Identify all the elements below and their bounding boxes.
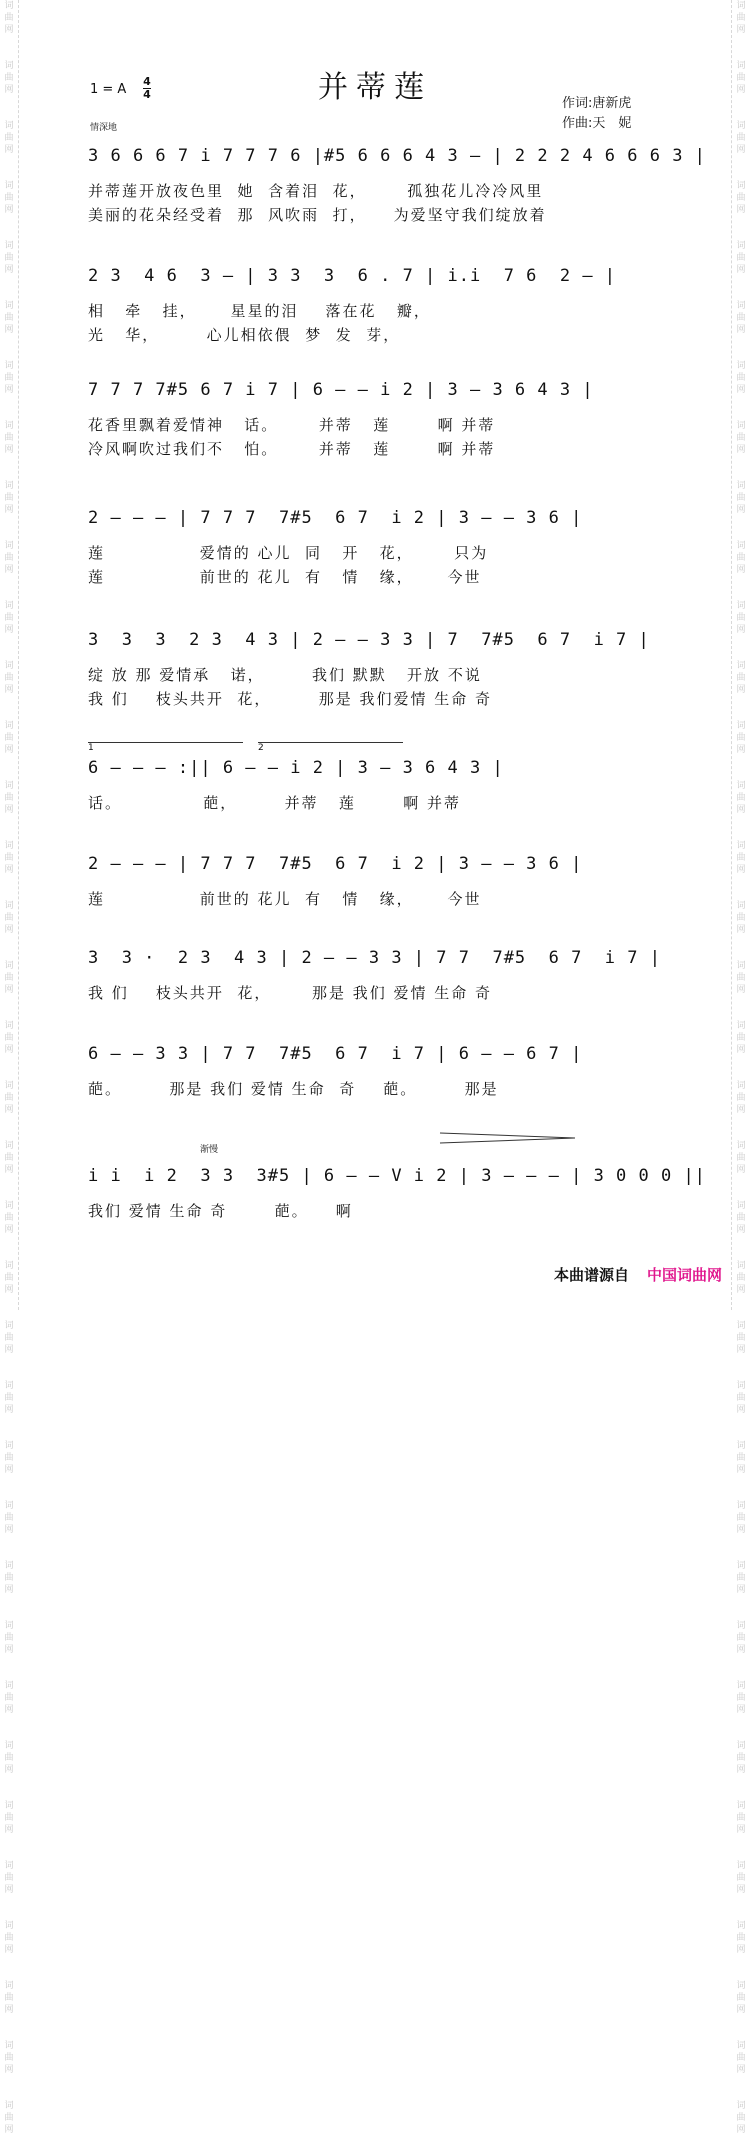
watermark-char: 网 — [4, 1045, 14, 1055]
watermark-char: 网 — [4, 1645, 14, 1655]
watermark-char: 词 — [736, 1081, 746, 1091]
watermark-char: 曲 — [4, 1933, 14, 1943]
watermark-char: 曲 — [736, 2053, 746, 2063]
watermark-char: 曲 — [4, 253, 14, 263]
watermark-char: 网 — [4, 985, 14, 995]
watermark-char: 网 — [736, 1885, 746, 1895]
watermark-char: 网 — [4, 265, 14, 275]
watermark-char: 网 — [736, 1645, 746, 1655]
watermark-char: 词 — [4, 1801, 14, 1811]
watermark-char: 曲 — [736, 1273, 746, 1283]
watermark-char: 网 — [736, 745, 746, 755]
lyric-verse-1: 绽 放 那 爱情承 诺， 我们 默默 开放 不说 — [88, 666, 482, 684]
watermark-char: 词 — [4, 1921, 14, 1931]
watermark-char: 网 — [4, 1765, 14, 1775]
watermark-char: 曲 — [736, 1633, 746, 1643]
watermark-char: 词 — [4, 1261, 14, 1271]
watermark-char: 词 — [736, 1201, 746, 1211]
watermark-char: 网 — [4, 685, 14, 695]
lyricist: 作词:唐新虎 — [562, 96, 632, 111]
key-signature: 1 = A — [90, 82, 127, 97]
lyric-verse-1: 莲 前世的 花儿 有 情 缘， 今世 — [88, 890, 482, 908]
watermark-char: 网 — [736, 2065, 746, 2075]
watermark-char: 词 — [4, 2101, 14, 2111]
watermark-char: 网 — [736, 1285, 746, 1295]
watermark-char: 网 — [4, 1585, 14, 1595]
watermark-char: 曲 — [736, 1693, 746, 1703]
watermark-char: 曲 — [4, 1513, 14, 1523]
watermark-char: 词 — [4, 1621, 14, 1631]
watermark-char: 词 — [4, 181, 14, 191]
watermark-char: 网 — [4, 1825, 14, 1835]
volta-first-ending — [88, 742, 243, 753]
watermark-char: 网 — [736, 145, 746, 155]
watermark-char: 网 — [736, 1045, 746, 1055]
site-brand-link[interactable]: 中国词曲网 — [646, 1266, 722, 1284]
watermark-char: 网 — [4, 1225, 14, 1235]
watermark-char: 网 — [736, 2125, 746, 2135]
watermark-char: 词 — [4, 421, 14, 431]
watermark-char: 网 — [4, 205, 14, 215]
watermark-char: 网 — [4, 805, 14, 815]
watermark-char: 词 — [4, 841, 14, 851]
watermark-char: 网 — [736, 925, 746, 935]
watermark-char: 曲 — [4, 553, 14, 563]
watermark-char: 曲 — [736, 253, 746, 263]
watermark-char: 网 — [736, 1405, 746, 1415]
volta-2-label: 2 — [258, 743, 264, 753]
watermark-char: 曲 — [736, 1093, 746, 1103]
watermark-char: 网 — [4, 1165, 14, 1175]
watermark-char: 曲 — [736, 973, 746, 983]
watermark-char: 曲 — [4, 313, 14, 323]
lyric-verse-1: 葩。 那是 我们 爱情 生命 奇 葩。 那是 — [88, 1080, 499, 1098]
watermark-char: 曲 — [736, 193, 746, 203]
watermark-char: 曲 — [736, 1453, 746, 1463]
watermark-char: 曲 — [4, 2113, 14, 2123]
watermark-char: 词 — [736, 2101, 746, 2111]
lyric-verse-1: 我 们 枝头共开 花， 那是 我们 爱情 生命 奇 — [88, 984, 493, 1002]
watermark-char: 词 — [4, 1, 14, 11]
watermark-left — [2, 0, 16, 2135]
score-header — [0, 0, 750, 135]
watermark-char: 词 — [736, 241, 746, 251]
watermark-char: 曲 — [736, 793, 746, 803]
watermark-char: 词 — [4, 1741, 14, 1751]
notes-line: 6 — — 3 3 | 7 7 7#5 6 7 i 7 | 6 — — 6 7 | — [88, 1044, 583, 1064]
watermark-char: 词 — [736, 61, 746, 71]
watermark-char: 曲 — [4, 1633, 14, 1643]
watermark-char: 曲 — [4, 1333, 14, 1343]
watermark-char: 曲 — [4, 1813, 14, 1823]
watermark-char: 词 — [736, 601, 746, 611]
watermark-char: 词 — [736, 421, 746, 431]
watermark-char: 词 — [4, 1681, 14, 1691]
watermark-char: 曲 — [4, 673, 14, 683]
watermark-char: 网 — [4, 1285, 14, 1295]
watermark-char: 词 — [736, 961, 746, 971]
watermark-char: 曲 — [4, 1693, 14, 1703]
time-bottom: 4 — [143, 88, 151, 101]
notes-line: 7 7 7 7#5 6 7 i 7 | 6 — — i 2 | 3 — 3 6 4 3 | — [88, 380, 594, 400]
notes-line: 3 3 · 2 3 4 3 | 2 — — 3 3 | 7 7 7#5 6 7 i 7 | — [88, 948, 661, 968]
watermark-char: 词 — [4, 1321, 14, 1331]
watermark-char: 曲 — [4, 1453, 14, 1463]
watermark-char: 词 — [736, 1861, 746, 1871]
watermark-char: 网 — [736, 265, 746, 275]
watermark-char: 网 — [4, 1885, 14, 1895]
watermark-char: 曲 — [4, 733, 14, 743]
source-label: 本曲谱源自 — [553, 1266, 629, 1284]
lyric-verse-2: 我 们 枝头共开 花， 那是 我们爱情 生命 奇 — [88, 690, 493, 708]
watermark-char: 网 — [4, 1525, 14, 1535]
watermark-char: 网 — [4, 1945, 14, 1955]
watermark-char: 词 — [736, 901, 746, 911]
watermark-char: 曲 — [4, 1753, 14, 1763]
song-title: 并蒂莲 — [318, 70, 432, 105]
watermark-char: 曲 — [4, 1393, 14, 1403]
watermark-char: 网 — [736, 685, 746, 695]
notes-line: 6 — — — :|| 6 — — i 2 | 3 — 3 6 4 3 | — [88, 758, 504, 778]
decrescendo-hairpin — [440, 1133, 575, 1143]
watermark-char: 词 — [736, 1981, 746, 1991]
watermark-char: 曲 — [4, 433, 14, 443]
watermark-char: 词 — [736, 1921, 746, 1931]
watermark-char: 网 — [4, 1345, 14, 1355]
watermark-char: 网 — [4, 2005, 14, 2015]
watermark-char: 网 — [4, 2065, 14, 2075]
watermark-char: 曲 — [4, 493, 14, 503]
watermark-char: 网 — [736, 865, 746, 875]
time-top: 4 — [143, 75, 151, 88]
watermark-char: 词 — [4, 2041, 14, 2051]
watermark-char: 网 — [736, 1585, 746, 1595]
watermark-char: 词 — [4, 961, 14, 971]
watermark-char: 词 — [4, 1501, 14, 1511]
lyric-verse-2: 冷风啊吹过我们不 怕。 并蒂 莲 啊 并蒂 — [88, 440, 496, 458]
watermark-char: 曲 — [4, 13, 14, 23]
watermark-char: 词 — [736, 361, 746, 371]
watermark-char: 网 — [4, 505, 14, 515]
watermark-char: 网 — [736, 1765, 746, 1775]
footer-source — [554, 1264, 722, 1285]
watermark-char: 网 — [736, 805, 746, 815]
watermark-char: 曲 — [4, 853, 14, 863]
watermark-char: 曲 — [4, 1993, 14, 2003]
watermark-char: 词 — [4, 541, 14, 551]
watermark-char: 网 — [4, 445, 14, 455]
watermark-char: 词 — [4, 361, 14, 371]
watermark-char: 词 — [736, 121, 746, 131]
watermark-char: 网 — [4, 385, 14, 395]
watermark-char: 网 — [736, 625, 746, 635]
watermark-char: 词 — [4, 481, 14, 491]
watermark-char: 词 — [4, 1981, 14, 1991]
watermark-char: 词 — [736, 2041, 746, 2051]
watermark-char: 词 — [736, 721, 746, 731]
watermark-char: 网 — [4, 865, 14, 875]
watermark-char: 网 — [736, 1525, 746, 1535]
watermark-char: 网 — [4, 565, 14, 575]
watermark-char: 网 — [736, 1945, 746, 1955]
watermark-char: 词 — [736, 1021, 746, 1031]
watermark-char: 曲 — [736, 1153, 746, 1163]
watermark-char: 词 — [4, 1021, 14, 1031]
notes-line: 2 — — — | 7 7 7 7#5 6 7 i 2 | 3 — — 3 6 | — [88, 508, 583, 528]
watermark-char: 网 — [736, 2005, 746, 2015]
watermark-char: 词 — [736, 1621, 746, 1631]
watermark-char: 词 — [736, 1741, 746, 1751]
watermark-char: 曲 — [4, 2053, 14, 2063]
watermark-char: 曲 — [4, 973, 14, 983]
watermark-char: 词 — [4, 1081, 14, 1091]
watermark-char: 网 — [736, 205, 746, 215]
notes-line: 3 3 3 2 3 4 3 | 2 — — 3 3 | 7 7#5 6 7 i 7 | — [88, 630, 650, 650]
watermark-char: 词 — [736, 661, 746, 671]
watermark-char: 网 — [736, 445, 746, 455]
watermark-char: 网 — [4, 1465, 14, 1475]
lyric-verse-1: 相 牵 挂， 星星的泪 落在花 瓣， — [88, 302, 431, 320]
watermark-char: 曲 — [4, 1093, 14, 1103]
watermark-char: 曲 — [736, 493, 746, 503]
watermark-char: 曲 — [736, 73, 746, 83]
watermark-char: 曲 — [736, 553, 746, 563]
lyric-verse-1: 话。 葩， 并蒂 莲 啊 并蒂 — [88, 794, 462, 812]
watermark-char: 词 — [4, 601, 14, 611]
watermark-char: 词 — [4, 901, 14, 911]
watermark-char: 词 — [736, 1, 746, 11]
watermark-char: 曲 — [4, 1033, 14, 1043]
watermark-char: 曲 — [4, 1573, 14, 1583]
watermark-char: 网 — [736, 1825, 746, 1835]
volta-second-ending — [258, 742, 403, 753]
watermark-char: 网 — [4, 1105, 14, 1115]
watermark-char: 曲 — [736, 1033, 746, 1043]
watermark-char: 曲 — [736, 2113, 746, 2123]
notes-line: 3 6 6 6 7 i 7 7 7 6 |#5 6 6 6 4 3 — | 2 2 2 4 6 6 6 3 | — [88, 146, 706, 166]
lyric-verse-1: 莲 爱情的 心儿 同 开 花， 只为 — [88, 544, 489, 562]
watermark-char: 网 — [4, 25, 14, 35]
watermark-char: 网 — [736, 1465, 746, 1475]
watermark-char: 曲 — [736, 133, 746, 143]
watermark-char: 词 — [4, 1861, 14, 1871]
watermark-char: 曲 — [736, 313, 746, 323]
watermark-char: 曲 — [4, 193, 14, 203]
watermark-char: 词 — [4, 121, 14, 131]
watermark-char: 网 — [4, 1705, 14, 1715]
watermark-char: 网 — [736, 85, 746, 95]
watermark-char: 网 — [4, 145, 14, 155]
watermark-char: 词 — [4, 61, 14, 71]
watermark-char: 词 — [736, 301, 746, 311]
watermark-char: 曲 — [736, 853, 746, 863]
watermark-char: 曲 — [4, 1213, 14, 1223]
watermark-char: 曲 — [736, 1213, 746, 1223]
watermark-char: 词 — [736, 1261, 746, 1271]
watermark-char: 词 — [4, 1441, 14, 1451]
watermark-char: 词 — [4, 1561, 14, 1571]
watermark-char: 曲 — [736, 433, 746, 443]
watermark-char: 曲 — [4, 73, 14, 83]
watermark-char: 曲 — [4, 613, 14, 623]
notes-line: 2 — — — | 7 7 7 7#5 6 7 i 2 | 3 — — 3 6 | — [88, 854, 583, 874]
watermark-char: 词 — [4, 781, 14, 791]
watermark-char: 网 — [4, 1405, 14, 1415]
watermark-char: 曲 — [4, 1273, 14, 1283]
watermark-char: 曲 — [736, 373, 746, 383]
watermark-char: 网 — [4, 85, 14, 95]
lyric-verse-2: 美丽的花朵经受着 那 风吹雨 打， 为爱坚守我们绽放着 — [88, 206, 547, 224]
watermark-char: 网 — [4, 2125, 14, 2135]
watermark-char: 网 — [736, 1345, 746, 1355]
watermark-char: 曲 — [736, 613, 746, 623]
watermark-char: 词 — [736, 1801, 746, 1811]
watermark-char: 词 — [4, 1381, 14, 1391]
watermark-right — [734, 0, 748, 2135]
watermark-char: 词 — [736, 1441, 746, 1451]
watermark-char: 曲 — [4, 913, 14, 923]
watermark-char: 词 — [736, 1381, 746, 1391]
ritardando-marking: 渐慢 — [200, 1145, 219, 1155]
watermark-char: 词 — [736, 841, 746, 851]
watermark-char: 曲 — [4, 133, 14, 143]
watermark-char: 网 — [736, 505, 746, 515]
watermark-char: 词 — [4, 721, 14, 731]
watermark-char: 词 — [4, 241, 14, 251]
watermark-char: 网 — [736, 1705, 746, 1715]
watermark-char: 曲 — [736, 13, 746, 23]
lyric-verse-1: 并蒂莲开放夜色里 她 含着泪 花， 孤独花儿冷冷风里 — [88, 182, 544, 200]
watermark-char: 词 — [736, 1141, 746, 1151]
watermark-char: 曲 — [4, 1873, 14, 1883]
watermark-char: 词 — [736, 541, 746, 551]
watermark-char: 网 — [4, 325, 14, 335]
mood-marking: 情深地 — [90, 123, 118, 133]
watermark-char: 网 — [736, 985, 746, 995]
notes-line: 2 3 4 6 3 — | 3 3 3 6 . 7 | i.i 7 6 2 — | — [88, 266, 617, 286]
watermark-char: 网 — [736, 1225, 746, 1235]
watermark-char: 网 — [736, 25, 746, 35]
watermark-char: 曲 — [736, 733, 746, 743]
watermark-char: 曲 — [736, 1813, 746, 1823]
watermark-char: 网 — [736, 1105, 746, 1115]
credits — [562, 94, 631, 134]
lyric-verse-2: 莲 前世的 花儿 有 情 缘， 今世 — [88, 568, 482, 586]
watermark-char: 曲 — [736, 673, 746, 683]
watermark-char: 网 — [736, 385, 746, 395]
watermark-char: 词 — [736, 1681, 746, 1691]
watermark-char: 曲 — [736, 1333, 746, 1343]
watermark-char: 网 — [4, 925, 14, 935]
watermark-char: 曲 — [736, 1573, 746, 1583]
watermark-char: 词 — [4, 301, 14, 311]
watermark-char: 曲 — [736, 1393, 746, 1403]
watermark-char: 词 — [736, 181, 746, 191]
watermark-char: 词 — [736, 1321, 746, 1331]
watermark-char: 词 — [736, 781, 746, 791]
watermark-char: 词 — [736, 1561, 746, 1571]
lyric-verse-1: 我们 爱情 生命 奇 葩。 啊 — [88, 1202, 353, 1220]
lyric-verse-2: 光 华， 心儿相依偎 梦 发 芽， — [88, 326, 401, 344]
watermark-char: 曲 — [736, 1753, 746, 1763]
watermark-char: 曲 — [736, 1933, 746, 1943]
lyric-verse-1: 花香里飘着爱情神 话。 并蒂 莲 啊 并蒂 — [88, 416, 496, 434]
volta-1-label: 1 — [88, 743, 94, 753]
watermark-char: 网 — [736, 1165, 746, 1175]
watermark-char: 词 — [4, 661, 14, 671]
notes-line: i i i 2 3 3 3#5 | 6 — — V i 2 | 3 — — — | 3 0 0 0 || — [88, 1166, 706, 1186]
watermark-char: 网 — [4, 625, 14, 635]
watermark-char: 曲 — [4, 1153, 14, 1163]
watermark-char: 曲 — [736, 913, 746, 923]
watermark-char: 词 — [4, 1201, 14, 1211]
watermark-char: 词 — [4, 1141, 14, 1151]
composer: 作曲:天 妮 — [562, 116, 632, 131]
watermark-char: 曲 — [4, 793, 14, 803]
watermark-char: 曲 — [4, 373, 14, 383]
watermark-char: 曲 — [736, 1513, 746, 1523]
watermark-char: 曲 — [736, 1873, 746, 1883]
watermark-char: 网 — [736, 325, 746, 335]
watermark-char: 词 — [736, 481, 746, 491]
watermark-char: 网 — [736, 565, 746, 575]
watermark-char: 词 — [736, 1501, 746, 1511]
watermark-char: 网 — [4, 745, 14, 755]
watermark-char: 曲 — [736, 1993, 746, 2003]
